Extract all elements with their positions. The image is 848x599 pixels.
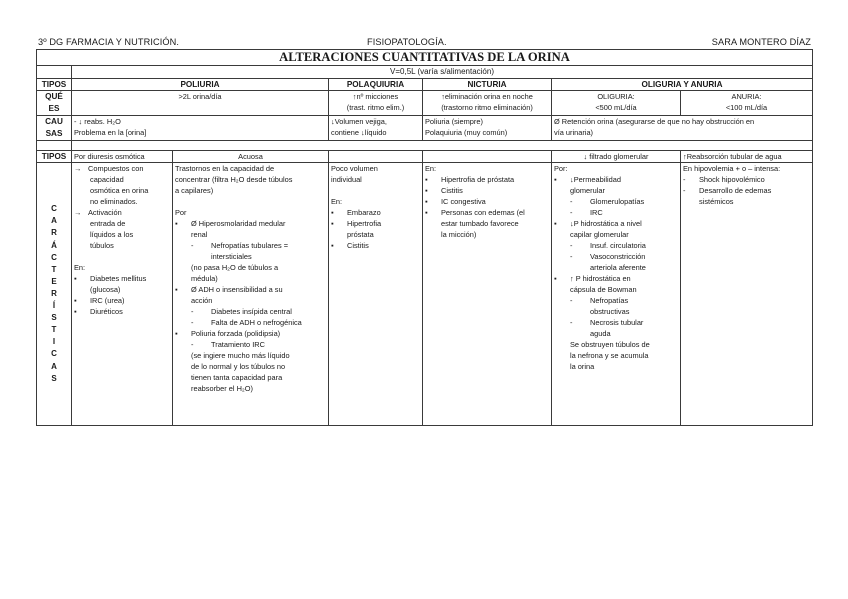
que-es-anuria: ANURIA: <100 mL/día: [681, 91, 813, 116]
causas-poliuria: - ↓ reabs. H₂O Problema en la [orina]: [72, 116, 329, 141]
causas-nicturia: Poliuria (siempre) Polaquiuria (muy común): [423, 116, 552, 141]
col-poliuria: POLIURIA: [72, 79, 329, 91]
causas-polaquiuria: ↓Volumen vejiga, contiene ↓líquido: [329, 116, 423, 141]
row-label-caracteristicas: C A R Á C T E R Í S T I C A S: [37, 163, 72, 426]
car-anuria: En hipovolemia + o – intensa: - Shock hipovolémico - Desarrollo de edemas sistémicos: [681, 163, 813, 426]
car-nicturia: En: ▪ Hipertrofia de próstata ▪ Cistitis ▪ IC congestiva ▪ Personas con edemas (el estar tumbado favorece la micción): [423, 163, 552, 426]
col-nicturia: NICTURIA: [423, 79, 552, 91]
page-title: ALTERACIONES CUANTITATIVAS DE LA ORINA: [37, 50, 813, 66]
row-label-que-es: QUÉ ES: [37, 91, 72, 116]
col-oliguria-anuria: OLIGURIA Y ANURIA: [552, 79, 813, 91]
tipo-reabsorcion: ↑Reabsorción tubular de agua: [681, 151, 813, 163]
header-course: 3º DG FARMACIA Y NUTRICIÓN.: [38, 37, 179, 47]
que-es-polaquiuria: ↑nº micciones (trast. ritmo elim.): [329, 91, 423, 116]
row-label-tipos: TIPOS: [37, 79, 72, 91]
que-es-oliguria: OLIGURIA: <500 mL/día: [552, 91, 681, 116]
row-label-tipos-2: TIPOS: [37, 151, 72, 163]
tipo-osmotica: Por diuresis osmótica: [72, 151, 173, 163]
car-acuosa: Trastornos en la capacidad de concentrar (filtra H₂O desde túbulos a capilares) Por ▪ Ø Hiperosmolaridad medular renal - Nefropatías tubulares = intersticiales (no pasa H₂O de túbulos a médula) ▪ Ø ADH o insensibilidad a su acción - Diabetes insípida central - Falta de ADH o nefrogénica ▪ Poliuria forzada (polidipsia) - Tratamiento IRC (se ingiere mucho más líquido de lo normal y los túbulos no tienen tanta capacidad para reabsorber el H₂O): [173, 163, 329, 426]
urine-alterations-table: [36, 49, 813, 426]
row-label-causas: CAU SAS: [37, 116, 72, 141]
volume-subtitle: V=0,5L (varía s/alimentación): [72, 66, 813, 79]
que-es-nicturia: ↑eliminación orina en noche (trastorno ritmo eliminación): [423, 91, 552, 116]
header-subject: FISIOPATOLOGÍA.: [367, 37, 447, 47]
que-es-poliuria: >2L orina/día: [72, 91, 329, 116]
car-osmotica: → Compuestos con capacidad osmótica en orina no eliminados. → Activación entrada de líquidos a los túbulos En: ▪ Diabetes mellitus (glucosa) ▪ IRC (urea) ▪ Diuréticos: [72, 163, 173, 426]
header-author: SARA MONTERO DÍAZ: [711, 37, 811, 47]
car-oliguria: Por: ▪ ↓Permeabilidad glomerular - Glomerulopatías - IRC ▪ ↓P hidrostática a nivel capilar glomerular - Insuf. circulatoria - Vasoconstricción arteriola aferente ▪ ↑ P hidrostática en cápsula de Bowman - Nefropatías obstructivas - Necrosis tubular aguda Se obstruyen túbulos de la nefrona y se acumula la orina: [552, 163, 681, 426]
tipo-filtrado: ↓ filtrado glomerular: [552, 151, 681, 163]
car-polaquiuria: Poco volumen individual En: ▪ Embarazo ▪ Hipertrofia próstata ▪ Cistitis: [329, 163, 423, 426]
causas-oliguria: Ø Retención orina (asegurarse de que no hay obstrucción en vía urinaria): [552, 116, 813, 141]
col-polaquiuria: POLAQUIURIA: [329, 79, 423, 91]
tipo-acuosa: Acuosa: [173, 151, 329, 163]
